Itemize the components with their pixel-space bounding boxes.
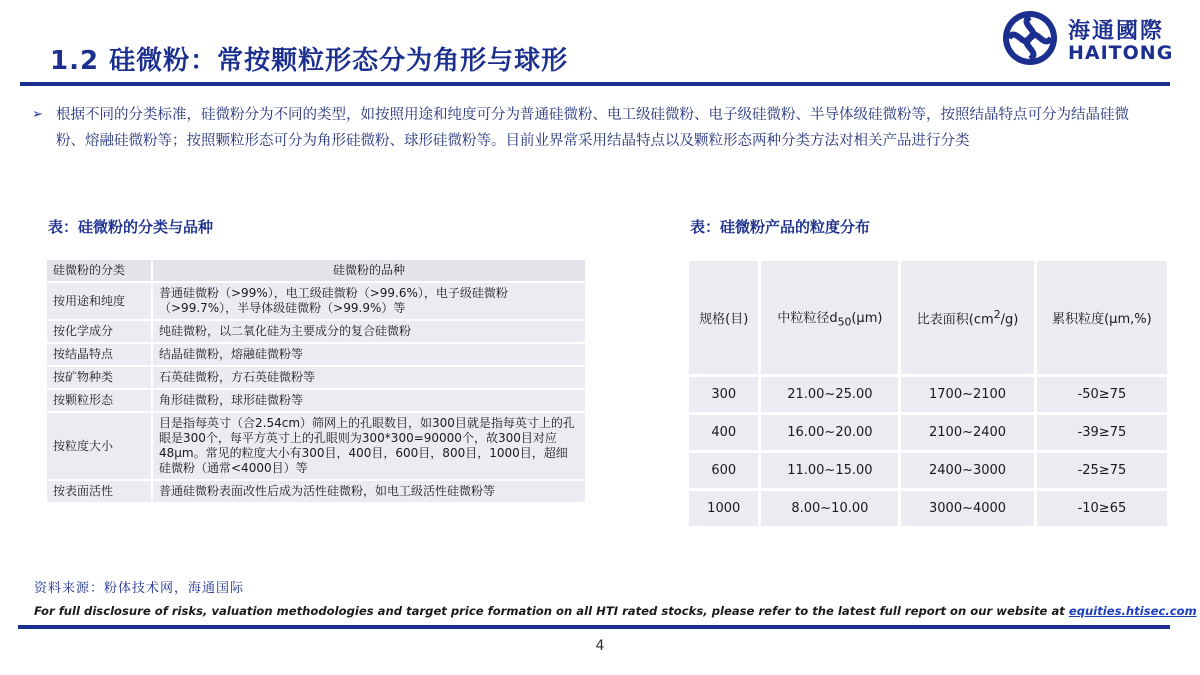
table-cell-d50: 21.00~25.00 — [760, 376, 900, 414]
page-title: 1.2 硅微粉：常按颗粒形态分为角形与球形 — [50, 46, 569, 76]
table-row — [46, 480, 586, 503]
haitong-logo — [1000, 8, 1180, 68]
table-row — [46, 412, 586, 480]
table-cell-category: 按化学成分 — [46, 320, 152, 343]
table-cell-variety: 结晶硅微粉，熔融硅微粉等 — [152, 343, 586, 366]
table-cell-cumulative: -10≥65 — [1035, 490, 1168, 528]
table-cell-variety: 普通硅微粉（>99%），电工级硅微粉（>99.6%），电子级硅微粉（>99.7%），半导体级硅微粉（>99.9%）等 — [152, 282, 586, 320]
table-cell-variety: 目是指每英寸（合2.54cm）筛网上的孔眼数目，如300目就是指每英寸上的孔眼是300个，每平方英寸上的孔眼则为300*300=90000个，故300目对应48μm。常见的粒度大小有300目，400目，600目，800目，1000目，超细硅微粉（通常<4000目）等 — [152, 412, 586, 480]
classification-table — [45, 258, 587, 504]
table-cell-spec: 600 — [688, 452, 760, 490]
table-cell-category: 按颗粒形态 — [46, 389, 152, 412]
table-row — [46, 343, 586, 366]
table-header-row — [46, 259, 586, 282]
table-cell-category: 按结晶特点 — [46, 343, 152, 366]
table-cell-cumulative: -25≥75 — [1035, 452, 1168, 490]
page-number: 4 — [595, 638, 605, 654]
table-cell-spec: 300 — [688, 376, 760, 414]
table-header-cell: 硅微粉的分类 — [46, 259, 152, 282]
table-cell-cumulative: -39≥75 — [1035, 414, 1168, 452]
table-cell-spec: 400 — [688, 414, 760, 452]
table-cell-area: 1700~2100 — [900, 376, 1035, 414]
table-header-area — [900, 260, 1035, 376]
table-row — [46, 389, 586, 412]
table-header-row — [688, 260, 1169, 376]
table-cell-variety: 普通硅微粉表面改性后成为活性硅微粉，如电工级活性硅微粉等 — [152, 480, 586, 503]
table-cell-category: 按粒度大小 — [46, 412, 152, 480]
table-cell-d50: 8.00~10.00 — [760, 490, 900, 528]
table-cell-d50: 11.00~15.00 — [760, 452, 900, 490]
table-cell-variety: 纯硅微粉，以二氧化硅为主要成分的复合硅微粉 — [152, 320, 586, 343]
disclaimer-text: For full disclosure of risks, valuation methodologies and target price formation on all HTI rated stocks, please refer to the latest full report on our website at — [34, 604, 1069, 618]
particle-size-table — [686, 258, 1170, 529]
logo-text-en: HAITONG — [1068, 42, 1174, 64]
website-link[interactable]: equities.htisec.com — [1068, 604, 1197, 618]
table2-caption: 表：硅微粉产品的粒度分布 — [690, 218, 871, 236]
table1-caption: 表：硅微粉的分类与品种 — [48, 218, 214, 236]
d50-prefix: 中粒粒径d — [777, 310, 838, 326]
haitong-emblem-icon — [1000, 8, 1060, 68]
table-cell-variety: 石英硅微粉，方石英硅微粉等 — [152, 366, 586, 389]
table-row — [688, 452, 1169, 490]
source-note: 资料来源：粉体技术网，海通国际 — [34, 581, 245, 596]
table-row — [688, 490, 1169, 528]
d50-suffix: (μm) — [851, 310, 883, 326]
area-suffix: /g) — [1000, 312, 1019, 328]
table-header-cell: 硅微粉的品种 — [152, 259, 586, 282]
title-divider — [20, 82, 1170, 86]
intro-text: 根据不同的分类标准，硅微粉分为不同的类型，如按照用途和纯度可分为普通硅微粉、电工级硅微粉、电子级硅微粉、半导体级硅微粉等，按照结晶特点可分为结晶硅微粉、熔融硅微粉等；按照颗粒形态可分为角形硅微粉、球形硅微粉等。目前业界常采用结晶特点以及颗粒形态两种分类方法对相关产品进行分类 — [56, 107, 1129, 149]
intro-bullet — [32, 102, 1152, 154]
table-cell-area: 2400~3000 — [900, 452, 1035, 490]
footer-divider — [18, 625, 1170, 629]
table-cell-category: 按矿物种类 — [46, 366, 152, 389]
table-cell-variety: 角形硅微粉，球形硅微粉等 — [152, 389, 586, 412]
disclaimer — [34, 604, 1197, 618]
table-row — [46, 320, 586, 343]
table-cell-category: 按用途和纯度 — [46, 282, 152, 320]
table-cell-category: 按表面活性 — [46, 480, 152, 503]
table-row — [46, 282, 586, 320]
table-row — [688, 376, 1169, 414]
table-header-spec: 规格(目) — [688, 260, 760, 376]
d50-subscript: 50 — [837, 315, 852, 329]
area-prefix: 比表面积(cm — [916, 312, 994, 328]
table-row — [46, 366, 586, 389]
table-cell-cumulative: -50≥75 — [1035, 376, 1168, 414]
table-row — [688, 414, 1169, 452]
logo-text-cn: 海通國際 — [1068, 19, 1165, 44]
table-header-cumulative: 累积粒度(μm,%) — [1035, 260, 1168, 376]
table-cell-area: 3000~4000 — [900, 490, 1035, 528]
table-cell-spec: 1000 — [688, 490, 760, 528]
table-cell-d50: 16.00~20.00 — [760, 414, 900, 452]
table-cell-area: 2100~2400 — [900, 414, 1035, 452]
arrow-bullet-icon: ➢ — [32, 107, 43, 122]
area-superscript: 2 — [993, 307, 1001, 321]
table-header-d50 — [760, 260, 900, 376]
